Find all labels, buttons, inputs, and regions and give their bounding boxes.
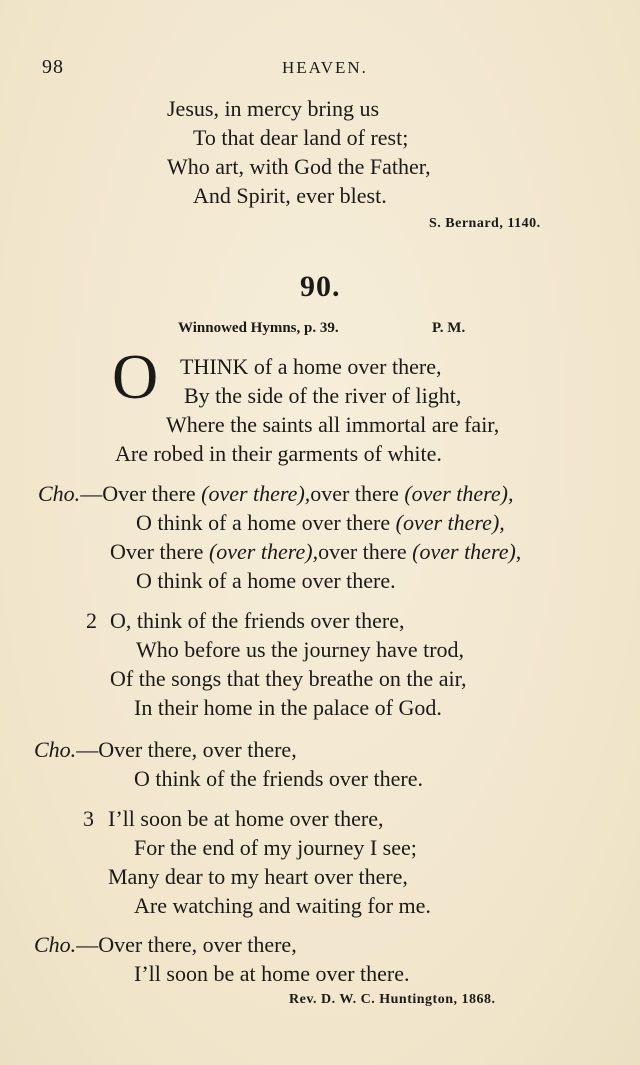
verse1-line-3: Where the saints all immortal are fair, xyxy=(166,412,500,437)
prev-line-1: Jesus, in mercy bring us xyxy=(167,96,380,121)
drop-cap: O xyxy=(112,341,159,412)
verse3-line-2: For the end of my journey I see; xyxy=(134,835,417,860)
verse2-line-4: In their home in the palace of God. xyxy=(134,695,442,720)
hymn-source: Winnowed Hymns, p. 39. xyxy=(178,320,339,336)
prev-line-4: And Spirit, ever blest. xyxy=(193,183,387,208)
chorus1-line-3: Over there (over there),over there (over there), xyxy=(110,539,522,564)
chorus1-line-4: O think of a home over there. xyxy=(136,568,396,593)
verse2-line-1: O, think of the friends over there, xyxy=(110,608,405,633)
prev-line-3: Who art, with God the Father, xyxy=(167,154,431,179)
chorus-label: Cho. xyxy=(38,481,81,506)
chorus3-line-2: I’ll soon be at home over there. xyxy=(134,961,410,986)
chorus-label-2: Cho. xyxy=(34,737,77,762)
verse1-line-2: By the side of the river of light, xyxy=(184,383,462,408)
hymn-number: 90. xyxy=(300,270,341,303)
chorus-label-3: Cho. xyxy=(34,932,77,957)
verse3-line-1: I’ll soon be at home over there, xyxy=(108,806,384,831)
prev-hymn-author: S. Bernard, 1140. xyxy=(429,216,541,231)
chorus2-line-2: O think of the friends over there. xyxy=(134,766,423,791)
running-title: HEAVEN. xyxy=(282,58,368,77)
verse3-line-3: Many dear to my heart over there, xyxy=(108,864,408,889)
page-number: 98 xyxy=(42,56,64,78)
chorus3-line-1: Cho.—Over there, over there, xyxy=(34,932,297,957)
verse2-line-3: Of the songs that they breathe on the air, xyxy=(110,666,467,691)
hymn-author: Rev. D. W. C. Huntington, 1868. xyxy=(289,992,496,1007)
verse3-line-4: Are watching and waiting for me. xyxy=(134,893,431,918)
chorus1-line-2: O think of a home over there (over there), xyxy=(136,510,505,535)
chorus1-line-1: Cho.—Over there (over there),over there (over there), xyxy=(38,481,514,506)
prev-line-2: To that dear land of rest; xyxy=(193,125,409,150)
verse1-line-4: Are robed in their garments of white. xyxy=(115,441,442,466)
verse3-number: 3 xyxy=(83,806,94,831)
hymn-meter: P. M. xyxy=(432,320,466,336)
verse2-number: 2 xyxy=(86,608,97,633)
chorus2-line-1: Cho.—Over there, over there, xyxy=(34,737,297,762)
verse2-line-2: Who before us the journey have trod, xyxy=(136,637,465,662)
verse1-line-1: THINK of a home over there, xyxy=(180,354,442,379)
